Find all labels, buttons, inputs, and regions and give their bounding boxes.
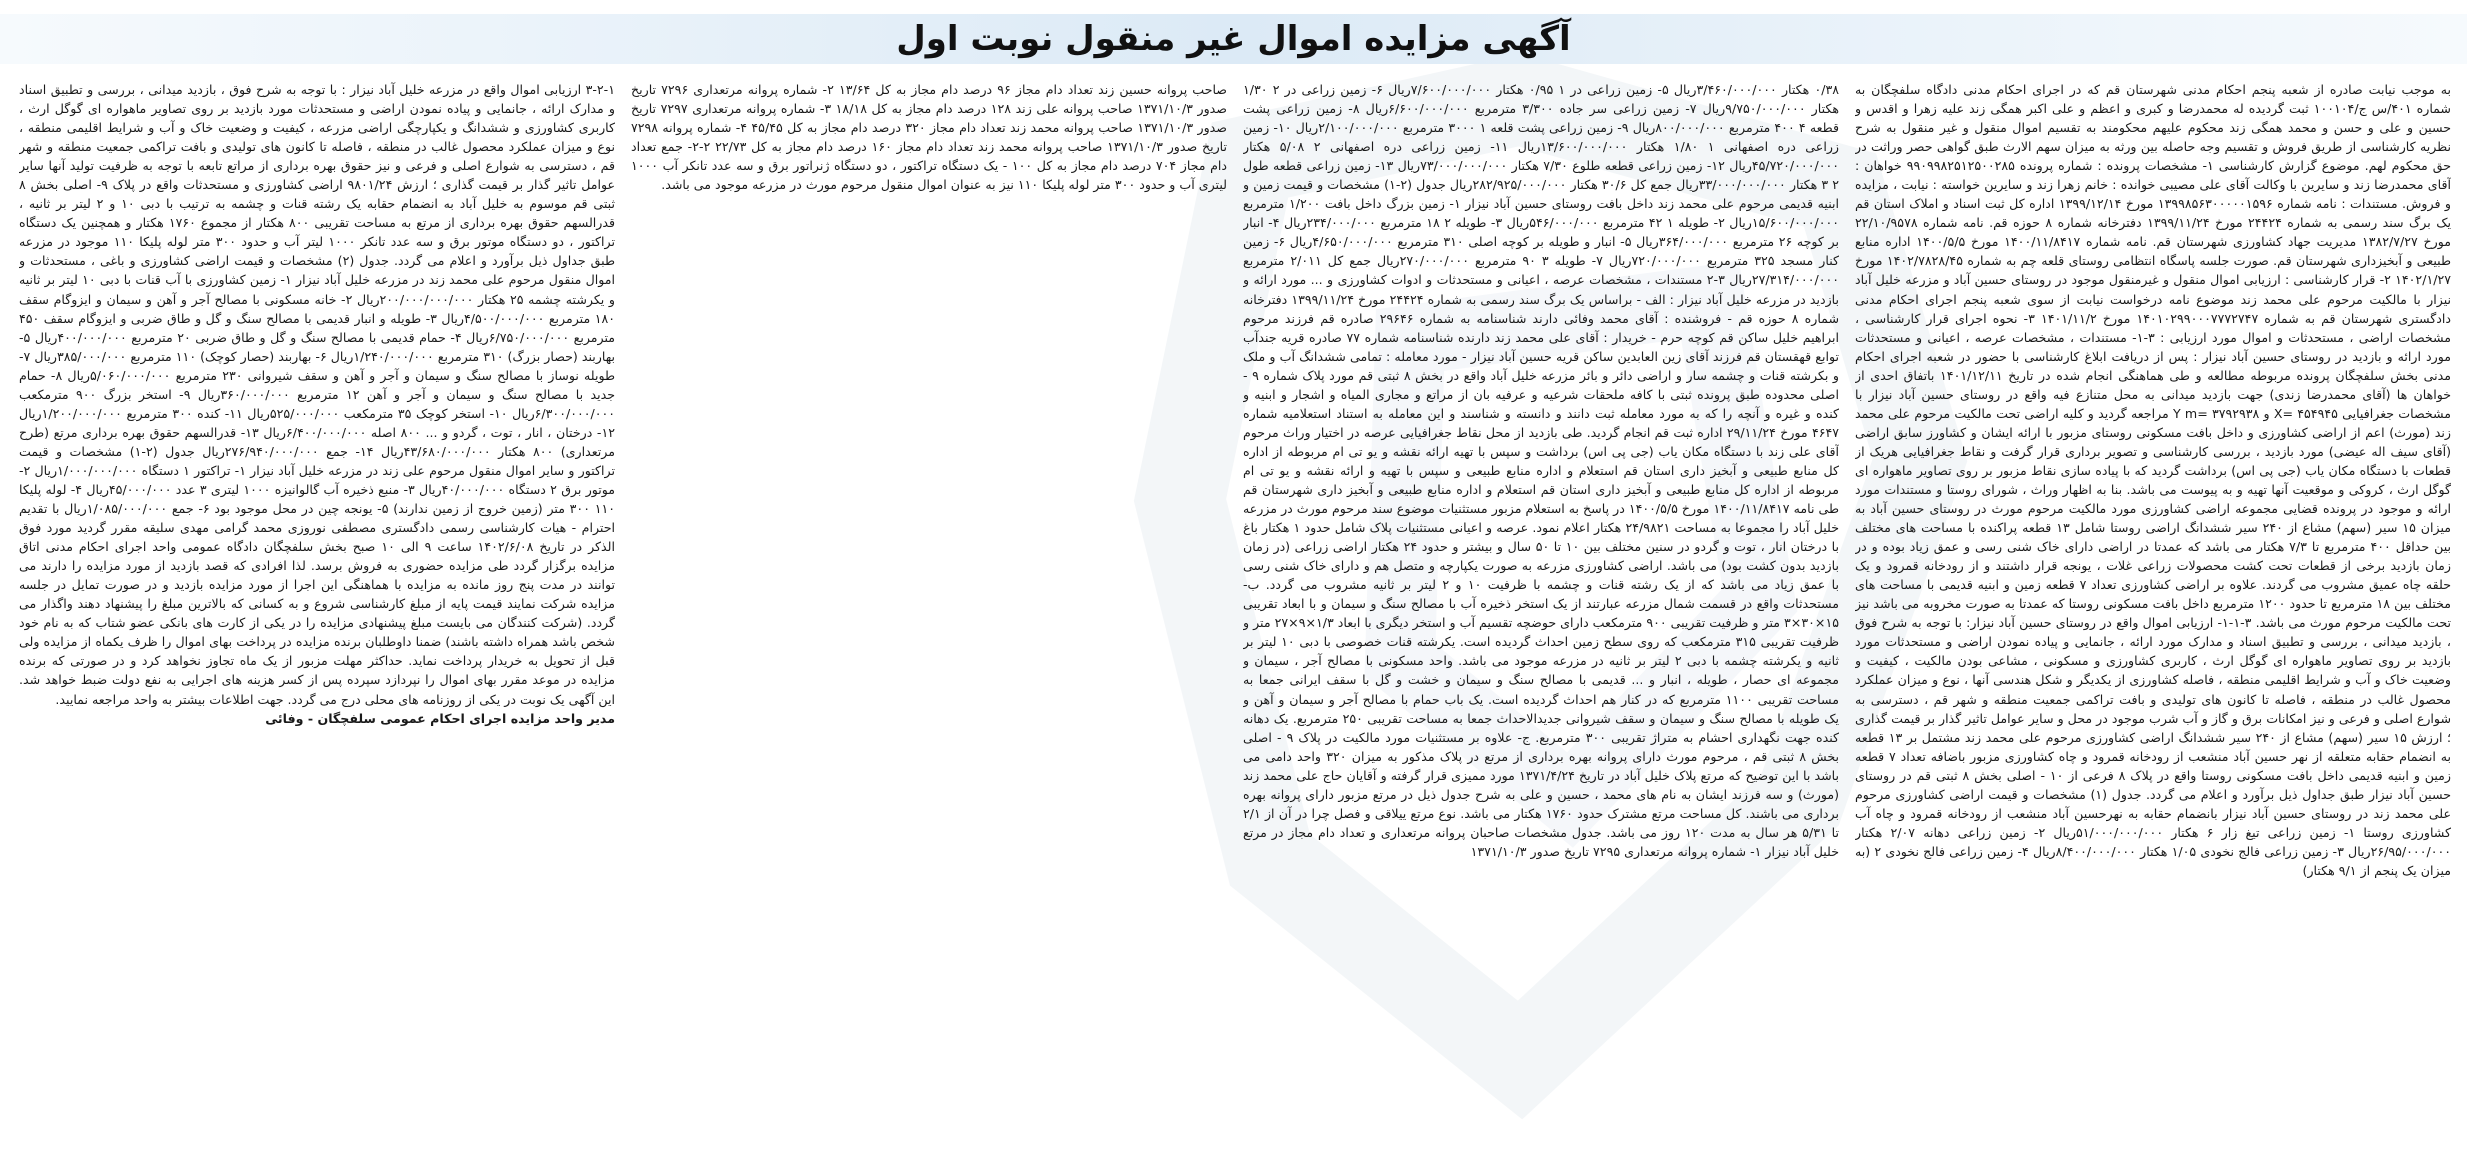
column-4 [19,80,615,1150]
notice-header [0,14,2467,64]
column-1 [1855,80,2451,1150]
notice-title: آگهی مزایده اموال غیر منقول نوبت اول [896,19,1571,59]
column-3-text: صاحب پروانه حسین زند تعداد دام مجاز ۹۶ درصد دام مجاز به کل ۱۳/۶۴ ۲- شماره پروانه مرتعداری ۷۲۹۶ تاریخ صدور ۱۳۷۱/۱۰/۳ صاحب پروانه علی زند ۱۲۸ درصد دام مجاز به کل ۱۸/۱۸ ۳- شماره پروانه مرتعداری ۷۲۹۷ تاریخ صدور ۱۳۷۱/۱۰/۳ صاحب پروانه محمد زند تعداد دام مجاز ۳۲۰ درصد دام مجاز به کل ۴۵/۴۵ ۴- شماره پروانه ۷۲۹۸ تاریخ صدور ۱۳۷۱/۱۰/۳ صاحب پروانه محمد زند تعداد دام مجاز ۱۶۰ درصد دام مجاز به کل ۲۲/۷۳ ۲-۲- جمع تعداد دام مجاز ۷۰۴ درصد دام مجاز به کل ۱۰۰ - یک دستگاه تراکتور ، دو دستگاه ژنراتور برق و سه عدد تانکر آب ۱۰۰۰ لیتری آب و حدود ۳۰۰ متر لوله پلیکا ۱۱۰ نیز به عنوان اموال منقول مرحوم مورث در مزرعه موجود می باشد. [631,82,1227,193]
signature: مدیر واحد مزایده اجرای احکام عمومی سلفچگان - وفائی [265,710,615,726]
column-2-text: ۰/۳۸ هکتار ۳/۴۶۰/۰۰۰/۰۰۰ریال ۵- زمین زراعی در ۱ ۰/۹۵ هکتار ۷/۶۰۰/۰۰۰/۰۰۰ریال ۶- زمین زراعی در ۲ ۱/۳۰ هکتار ۹/۷۵۰/۰۰۰/۰۰۰ریال ۷- زمین زراعی سر جاده ۳/۳۰۰ مترمربع ۶/۶۰۰/۰۰۰/۰۰۰ریال ۸- زمین زراعی پشت قطعه ۴ ۴۰۰ مترمربع ۸۰۰/۰۰۰/۰۰۰ریال ۹- زمین زراعی پشت قلعه ۱ ۳۰۰۰ مترمربع ۲/۱۰۰/۰۰۰/۰۰۰ریال ۱۰- زمین زراعی دره اصفهانی ۱ ۱/۸۰ هکتار ۱۳/۶۰۰/۰۰۰/۰۰۰ریال ۱۱- زمین زراعی دره اصفهانی ۲ ۵/۰۸ هکتار ۴۵/۷۲۰/۰۰۰/۰۰۰ریال ۱۲- زمین زراعی قطعه طلوع ۷/۳۰ هکتار ۷۳/۰۰۰/۰۰۰/۰۰۰ریال ۱۳- زمین زراعی قطعه طول ۲ ۳ هکتار ۳۳/۰۰۰/۰۰۰/۰۰۰ریال جمع کل ۳۰/۶ هکتار ۲۸۲/۹۲۵/۰۰۰/۰۰۰ریال جدول (۲-۱) مشخصات و قیمت زمین و ابنیه قدیمی مرحوم علی محمد زند داخل بافت روستای حسین آباد نیزار ۱- زمین بزرگ داخل بافت ۱/۲۰۰ مترمربع ۱۵/۶۰۰/۰۰۰/۰۰۰ریال ۲- طویله ۱ ۴۲ مترمربع ۵۴۶/۰۰۰/۰۰۰ریال ۳- طویله ۲ ۱۸ مترمربع ۲۳۴/۰۰۰/۰۰۰ریال ۴- انبار بر کوچه ۲۶ مترمربع ۳۶۴/۰۰۰/۰۰۰ریال ۵- انبار و طویله بر کوچه اصلی ۳۱۰ مترمربع ۴/۶۵۰/۰۰۰/۰۰۰ریال ۶- زمین کنار مسجد ۳۲۵ مترمربع ۷۲۰/۰۰۰/۰۰۰ریال ۷- طویله ۳ ۹۰ مترمربع ۲۷۰/۰۰۰/۰۰۰ریال جمع کل ۲/۰۱۱ مترمربع ۲۷/۳۱۴/۰۰۰/۰۰۰ریال ۳-۲ مستندات ، مشخصات عرصه ، اعیانی و مستحدثات و ادوات کشاورزی و ... مورد ارائه و بازدید در مزرعه خلیل آباد نیزار : الف - براساس یک برگ سند رسمی به شماره ۲۴۴۲۴ مورخ ۱۳۹۹/۱۱/۲۴ دفترخانه شماره ۸ حوزه قم - فروشنده : آقای محمد وفائی دارند شناسنامه به شماره ۲۹۶۴۶ صادره قم فرزند مرحوم ابراهیم خلیل ساکن قم کوچه حرم - خریدار : آقای علی محمد زند دارنده شناسنامه شماره ۷۷ صادره قریه جندآب توابع قهقستان قم فرزند آقای زین العابدین ساکن قریه حسین آباد نیزار - مورد معامله : تمامی ششدانگ آب و ملک و بکرشته قنات و چشمه سار و اراضی دائر و بائر مزرعه خلیل آباد واقع در بخش ۸ ثبتی قم مورد پلاک شماره ۹ - اصلی محدوده طبق پرونده ثبتی با کافه ملحقات شرعیه و عرفیه بان از مراتع و مجاری المیاه و اشجار و ابنیه و کنده و غیره و آنچه را که به مورد معامله ثبت دانند و دانسته و شناسند و این معامله به استناد استعلامیه شماره ۴۶۴۷ مورخ ۲۹/۱۱/۲۴ اداره ثبت قم انجام گردید. طی بازدید از محل نقاط جغرافیایی عرصه در اختیار وراث مرحوم آقای علی زند با دستگاه مکان یاب (جی پی اس) برداشت و سپس با تهیه ارائه نقشه و یو تی ام مربوطه از اداره کل منابع طبیعی و آبخیز داری استان قم استعلام و اداره منابع طبیعی و سپس با تهیه و ارائه نقشه و یو تی ام مربوطه از اداره کل منابع طبیعی و آبخیز داری استان قم استعلام و اداره منابع طبیعی و آبخیز داری شهرستان قم طی نامه ۱۴۰۰/۱۱/۸۴۱۷ مورخ ۱۴۰۰/۵/۵ در پاسخ به استعلام مزبور مستثنیات موضوع سند مرحوم مورث در مزرعه خلیل آباد را مجموعا به مساحت ۲۴/۹۸۲۱ هکتار اعلام نمود. عرصه و اعیانی مستثنیات پلاک شامل حدود ۱ هکتار باغ با درختان انار ، توت و گردو در سنین مختلف بین ۱۰ تا ۵۰ سال و بیشتر و حدود ۲۴ هکتار اراضی زراعی (در زمان بازدید بدون کشت بود) می باشد. اراضی کشاورزی مزرعه به صورت یکپارچه و متصل هم و دارای خاک شنی رسی با عمق زیاد می باشد که از یک رشته قنات و چشمه با ظرفیت ۱۰ و ۲ لیتر بر ثانیه مشروب می گردد. ب- مستحدثات واقع در قسمت شمال مزرعه عبارتند از یک استخر ذخیره آب با مصالح سنگ و سیمان و با ابعاد تقریبی ۱۵×۳۰×۳ متر و ظرفیت تقریبی ۹۰۰ مترمکعب دارای حوضچه تقسیم آب و استخر دیگری با ابعاد ۱/۳×۹×۲۷ متر و ظرفیت تقریبی ۳۱۵ مترمکعب که روی سطح زمین احداث گردیده است. یکرشته قنات خصوصی با دبی ۱۰ لیتر بر ثانیه و یکرشته چشمه با دبی ۲ لیتر بر ثانیه در مزرعه موجود می باشد. واحد مسکونی با مصالح آجر ، سیمان و مجموعه ای حصار ، طویله ، انبار و ... قدیمی با مصالح سنگ و سیمان و خشت و گل با سقف ایرانی جمعا به مساحت تقریبی ۱۱۰۰ مترمربع که در کنار هم احداث گردیده است. یک باب حمام با مصالح آجر و سیمان و آهن و یک طویله با مصالح سنگ و سیمان و سقف شیروانی جدیدالاحداث جمعا به مساحت تقریبی ۲۵۰ مترمربع. یک دهانه کنده جهت نگهداری احشام به متراژ تقریبی ۳۰۰ مترمربع. ج- علاوه بر مستثنیات مورد مالکیت در پلاک ۹ - اصلی بخش ۸ ثبتی قم ، مرحوم مورث دارای پروانه بهره برداری از مرتع در پلاک مذکور به میزان ۳۲۰ واحد دامی می باشد با این توضیح که مرتع پلاک خلیل آباد در تاریخ ۱۳۷۱/۴/۲۴ مورد ممیزی قرار گرفته و آقایان حاج علی محمد زند (مورث) و سه فرزند ایشان به نام های محمد ، حسین و علی به شرح جدول ذیل در مرتع مزبور دارای پروانه بهره برداری می باشند. کل مساحت مرتع مشترک حدود ۱۷۶۰ هکتار می باشد. نوع مرتع ییلاقی و فصل چرا در آن از ۲/۱ تا ۵/۳۱ هر سال به مدت ۱۲۰ روز می باشد. جدول مشخصات صاحبان پروانه مرتعداری و تعداد دام مجاز در مرتع خلیل آباد نیزار ۱- شماره پروانه مرتعداری ۷۲۹۵ تاریخ صدور ۱۳۷۱/۱۰/۳ [1243,82,1839,859]
column-3 [631,80,1227,1150]
column-2 [1243,80,1839,1150]
notice-columns [16,80,2451,1150]
column-4-text: ۳-۲-۱ ارزیابی اموال واقع در مزرعه خلیل آباد نیزار : با توجه به شرح فوق ، بازدید میدانی ، بررسی و تطبیق اسناد و مدارک ارائه ، جانمایی و پیاده نمودن اراضی و مستحدثات مورد بازدید بر روی تصاویر ماهواره ای گوگل ارث ، کاربری کشاورزی و ششدانگ و یکپارچگی اراضی مزرعه ، کیفیت و وضعیت خاک و آب و شرایط اقلیمی منطقه ، نوع و میزان عملکرد محصول غالب در منطقه ، فاصله تا کانون های تولیدی و بافت تراکمی جمعیت منطقه و شهر قم ، دسترسی به شوارع اصلی و فرعی و نیز حقوق بهره برداری از مراتع تابعه با توجه به ظرفیت تولید آنها سایر عوامل تاثیر گذار بر قیمت گذاری ؛ ارزش ۹۸۰۱/۲۴ اراضی کشاورزی و مستحدثات واقع در پلاک ۹- اصلی بخش ۸ ثبتی قم موسوم به خلیل آباد به انضمام حقابه یک رشته قنات و چشمه به ترتیب با دبی ۱۰ و ۲ لیتر بر ثانیه ، قدرالسهم حقوق بهره برداری از مرتع به مساحت تقریبی ۸۰۰ هکتار از مجموع ۱۷۶۰ هکتار و همچنین یک دستگاه تراکتور ، دو دستگاه موتور برق و سه عدد تانکر ۱۰۰۰ لیتر آب و حدود ۳۰۰ متر لوله پلیکا ۱۱۰ موجود در مزرعه طبق جداول ذیل برآورد و اعلام می گردد. جدول (۲) مشخصات و قیمت اراضی کشاورزی و باغی ، مستحدثات و اموال منقول مرحوم علی محمد زند در مزرعه خلیل آباد نیزار ۱- زمین کشاورزی با آب قنات با دبی ۱۰ لیتر بر ثانیه و یکرشته چشمه ۲۵ هکتار ۲۰۰/۰۰۰/۰۰۰/۰۰۰ریال ۲- خانه مسکونی با مصالح آجر و آهن و سیمان و ایزوگام سقف ۱۸۰ مترمربع ۴/۵۰۰/۰۰۰/۰۰۰ریال ۳- طویله و انبار قدیمی با مصالح سنگ و گل و طاق ضربی و ایزوگام سقف ۴۵۰ مترمربع ۶/۷۵۰/۰۰۰/۰۰۰ریال ۴- حمام قدیمی با مصالح سنگ و گل و طاق ضربی ۲۰ مترمربع ۴۰۰/۰۰۰/۰۰۰ریال ۵- بهاربند (حصار بزرگ) ۳۱۰ مترمربع ۱/۲۴۰/۰۰۰/۰۰۰ریال ۶- بهاربند (حصار کوچک) ۱۱۰ مترمربع ۳۸۵/۰۰۰/۰۰۰ریال ۷- طویله نوساز با مصالح سنگ و سیمان و آجر و آهن و سقف شیروانی ۲۳۰ مترمربع ۵/۰۶۰/۰۰۰/۰۰۰ریال ۸- حمام جدید با مصالح سنگ و سیمان و آجر و آهن ۱۲ مترمربع ۳۶۰/۰۰۰/۰۰۰ریال ۹- استخر بزرگ ۹۰۰ مترمکعب ۶/۳۰۰/۰۰۰/۰۰۰ریال ۱۰- استخر کوچک ۳۵ مترمکعب ۵۲۵/۰۰۰/۰۰۰ریال ۱۱- کنده ۳۰۰ مترمربع ۱/۲۰۰/۰۰۰/۰۰۰ریال ۱۲- درختان ، انار ، توت ، گردو و ... ۸۰۰ اصله ۶/۴۰۰/۰۰۰/۰۰۰ریال ۱۳- قدرالسهم حقوق بهره برداری مرتع (طرح مرتعداری) ۸۰۰ هکتار ۴۳/۶۸۰/۰۰۰/۰۰۰ریال ۱۴- جمع ۲۷۶/۹۴۰/۰۰۰/۰۰۰ریال جدول (۲-۱) مشخصات و قیمت تراکتور و سایر اموال منقول مرحوم علی زند در مزرعه خلیل آباد نیزار ۱- تراکتور ۱ دستگاه ۱/۰۰۰/۰۰۰/۰۰۰ریال ۲- موتور برق ۲ دستگاه ۴۰/۰۰۰/۰۰۰ریال ۳- منبع ذخیره آب گالوانیزه ۱۰۰۰ لیتری ۳ عدد ۴۵/۰۰۰/۰۰۰ریال ۴- لوله پلیکا ۱۱۰ ۳۰۰ متر (زمین خروج از زمین ندارند) ۵- یونجه چین در محل موجود بود ۶- جمع ۱/۰۸۵/۰۰۰/۰۰۰ریال با تقدیم احترام - هیات کارشناسی رسمی دادگستری مصطفی نوروزی محمد گرامی مهدی سلیقه مقرر گردید مورد فوق الذکر در تاریخ ۱۴۰۲/۶/۰۸ ساعت ۹ الی ۱۰ صبح بخش سلفچگان دادگاه عمومی واحد اجرای احکام مدنی اتاق مزایده برگزار گردد طی مزایده حضوری به فروش برسد. لذا افرادی که قصد بازدید از مورد مزایده را دارند می توانند در مدت پنج روز مانده به مزایده با هماهنگی این اجرا از مورد مزایده بازدید و در صورت تمایل در جلسه مزایده شرکت نمایند قیمت پایه از مبلغ کارشناسی شروع و به کسانی که بالاترین مبلغ را پیشنهاد دهند واگذار می گردد. (شرکت کنندگان می بایست مبلغ پیشنهادی مزایده را در یکی از کارت های بانکی عضو شتاب که به نام خود شخص باشد همراه داشته باشند) ضمنا داوطلبان برنده مزایده در پرداخت بهای اموال را ظرف یکماه از مزایده ولی قبل از تحویل به خریدار پرداخت نماید. حداکثر مهلت مزبور از یک ماه تجاوز نخواهد کرد و در صورتی که برنده مزایده در موعد مقرر بهای اموال را نپردازد سپرده پس از کسر هزینه های اجرایی به نفع دولت ضبط خواهد شد. این آگهی یک نوبت در یکی از روزنامه های محلی درج می گردد. جهت اطلاعات بیشتر به واحد مراجعه نمایید. [19,82,615,707]
column-1-text: به موجب نیابت صادره از شعبه پنجم احکام مدنی شهرستان قم که در اجرای احکام مدنی دادگاه سلفچگان به شماره ۴۰۱/س ج/۱۰۰۱۰۴ ثبت گردیده له محمدرضا و کبری و اعظم و علی اکبر همگی زند علیه زهرا و اقدس و حسین و علی و حسن و محمد همگی زند محکوم علیهم محکومند به تقسیم اموال منقول و غیر منقول به شرح نظریه کارشناسی از طریق فروش و تقسیم وجه حاصله بین ورثه به میزان سهم الارث طبق گواهی حصر وراثت در حق محکوم لهم. موضوع گزارش کارشناسی ۱- مشخصات پرونده : شماره پرونده ۹۹۰۹۹۸۲۵۱۲۵۰۰۲۸۵ خواهان : آقای محمدرضا زند و سایرین با وکالت آقای علی مصیبی خوانده : خانم زهرا زند و سایرین خواسته : نیابت ، مزایده و فروش. مستندات : نامه شماره ۱۳۹۹۸۵۶۳۰۰۰۰۰۱۵۹۶ مورخ ۱۳۹۹/۱۲/۱۴ اداره کل ثبت اسناد و املاک استان قم یک برگ سند رسمی به شماره ۲۴۴۲۴ مورخ ۱۳۹۹/۱۱/۲۴ دفترخانه شماره ۸ حوزه قم. نامه شماره ۲۲/۱۰/۹۵۷۸ مورخ ۱۳۸۲/۷/۲۷ مدیریت جهاد کشاورزی شهرستان قم. نامه شماره ۱۴۰۰/۱۱/۸۴۱۷ مورخ ۱۴۰۰/۵/۵ اداره منابع طبیعی و آبخیزداری شهرستان قم. صورت جلسه پاسگاه انتظامی روستای قلعه چم به شماره ۱۴۰۲/۷۸۲۸/۴۵ مورخ ۱۴۰۲/۱/۲۷ ۲- قرار کارشناسی : ارزیابی اموال منقول و غیرمنقول موجود در روستای حسین آباد و مزرعه خلیل آباد نیزار با مالکیت مرحوم علی محمد زند موضوع نامه درخواست نیابت از سوی شعبه پنجم اجرای احکام مدنی دادگستری شهرستان قم به شماره ۱۴۰۱۰۲۹۹۰۰۰۷۷۷۲۷۴۷ مورخ ۱۴۰۱/۱۱/۲ ۳- نحوه اجرای قرار کارشناسی ، مشخصات اراضی ، مستحدثات و اموال مورد ارزیابی : ۳-۱- مستندات ، مشخصات عرصه ، اعیانی و مستحدثات مورد ارائه و بازدید در روستای حسین آباد نیزار : پس از دریافت ابلاغ کارشناسی با حضور در شعبه اجرای احکام مدنی بخش سلفچگان پرونده مربوطه مطالعه و طی هماهنگی انجام شده در تاریخ ۱۴۰۱/۱۲/۱۱ باتفاق احدی از خواهان ها (آقای محمدرضا زندی) جهت بازدید میدانی به محل متنازع فیه واقع در روستای حسین آباد نیزار با مشخصات جغرافیایی ۴۵۴۹۴۵ =X و ۳۷۹۲۹۳۸ =Y m مراجعه گردید و کلیه اراضی تحت مالکیت مرحوم علی محمد زند (مورث) اعم از اراضی کشاورزی و داخل بافت مسکونی روستای مزبور با ارائه ایشان و کشاورز سابق اراضی (آقای سیف اله عیضی) مورد بازدید ، بررسی کارشناسی و تصویر برداری قرار گرفت و نقاط جغرافیایی هریک از قطعات با دستگاه مکان یاب (جی پی اس) برداشت گردید که با پیاده سازی نقاط مزبور بر روی تصاویر ماهواره ای گوگل ارث ، کروکی و موقعیت آنها تهیه و به پیوست می باشد. بنا به اظهار وراث ، شورای روستا و مستندات مورد ارائه و موجود در پرونده قضایی مجموعه اراضی کشاورزی مورد مالکیت مرحوم مورث در روستای حسین آباد به میزان ۱۵ سیر (سهم) مشاع از ۲۴۰ سیر ششدانگ اراضی روستا شامل ۱۳ قطعه پراکنده با مساحت های مختلف بین حداقل ۴۰۰ مترمربع تا ۷/۳ هکتار می باشد که عمدتا در اراضی دارای خاک شنی رسی و عمق زیاد بوده و در زمان بازدید برخی از قطعات تحت کشت محصولات زراعی غلات ، یونجه قرار داشتند و از رودخانه قمرود و یک حلقه چاه عمیق مشروب می گردند. علاوه بر اراضی کشاورزی تعداد ۷ قطعه زمین و ابنیه قدیمی با مساحت های مختلف بین ۱۸ مترمربع تا حدود ۱۲۰۰ مترمربع داخل بافت مسکونی روستا که عمدتا به صورت مخروبه می باشد نیز تحت مالکیت مرحوم مورث می باشد. ۳-۱-۱- ارزیابی اموال واقع در روستای حسین آباد نیزار: با توجه به شرح فوق ، بازدید میدانی ، بررسی و تطبیق اسناد و مدارک مورد ارائه ، جانمایی و پیاده نمودن اراضی و مستحدثات مورد بازدید بر روی تصاویر ماهواره ای گوگل ارث ، کاربری کشاورزی و مسکونی ، مشاعی بودن مالکیت ، کیفیت و وضعیت خاک و آب و شرایط اقلیمی منطقه ، فاصله کشاورزی از یکدیگر و شکل هندسی آنها ، نوع و میزان عملکرد محصول غالب در منطقه ، فاصله تا کانون های تولیدی و بافت تراکمی جمعیت منطقه و شهر قم ، دسترسی به شوارع اصلی و فرعی و نیز امکانات برق و گاز و آب شرب موجود در محل و سایر عوامل تاثیر گذار بر قیمت گذاری ؛ ارزش ۱۵ سیر (سهم) مشاع از ۲۴۰ سیر ششدانگ اراضی کشاورزی مرحوم علی محمد زند مشتمل بر ۱۳ قطعه به انضمام حقابه متعلقه از نهر حسین آباد منشعب از رودخانه قمرود و چاه کشاورزی مزبور باضافه تعداد ۷ قطعه زمین و ابنیه قدیمی داخل بافت مسکونی روستا واقع در پلاک ۸ فرعی از ۱۰ - اصلی بخش ۸ ثبتی قم در روستای حسین آباد نیزار طبق جداول ذیل برآورد و اعلام می گردد. جدول (۱) مشخصات و قیمت اراضی کشاورزی مرحوم علی محمد زند در روستای حسین آباد نیزار بانضمام حقابه به نهرحسین آباد منشعب از رودخانه قمرود و چاه آب کشاورزی روستا ۱- زمین زراعی تیغ زار ۶ هکتار ۵۱/۰۰۰/۰۰۰/۰۰۰ریال ۲- زمین زراعی دهانه ۲/۰۷ هکتار ۲۶/۹۵/۰۰۰/۰۰۰ریال ۳- زمین زراعی فالج نخودی ۱/۰۵ هکتار ۸/۴۰۰/۰۰۰/۰۰۰ریال ۴- زمین زراعی فالج نخودی ۲ (به میزان یک پنجم از ۹/۱ هکتار) [1855,82,2451,878]
